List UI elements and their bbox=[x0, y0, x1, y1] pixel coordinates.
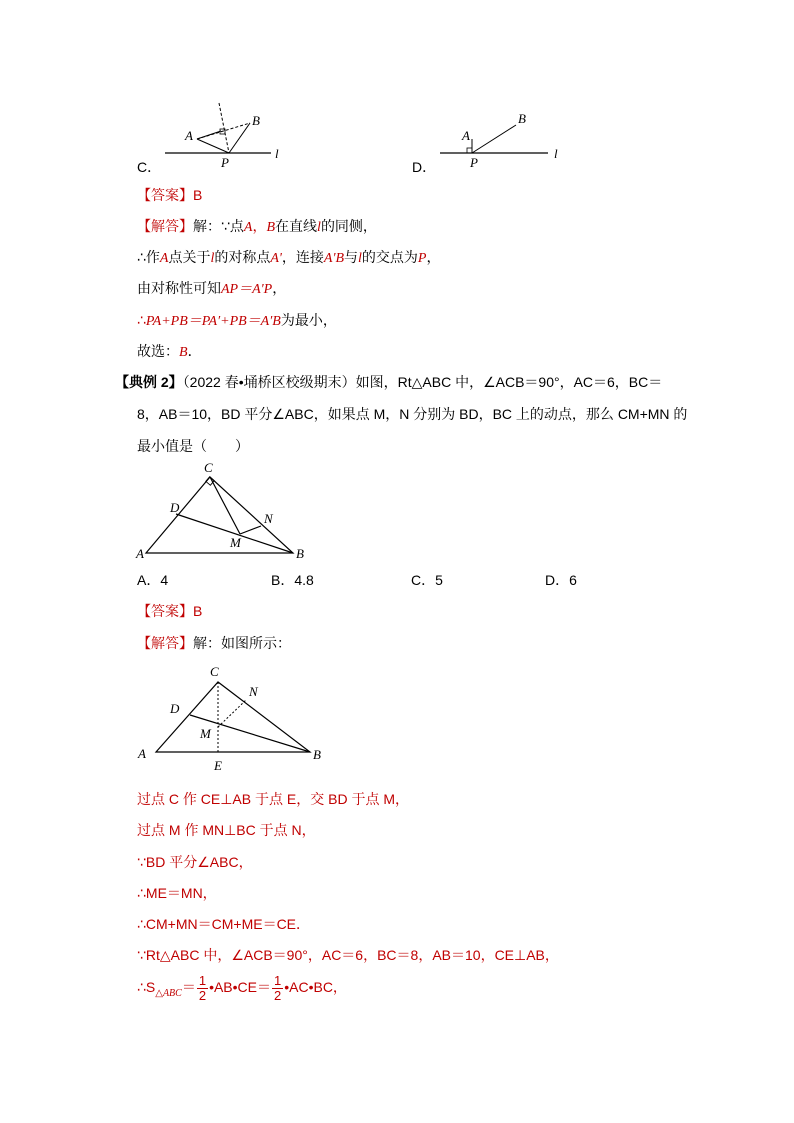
ex1-solution-line-4 bbox=[137, 310, 337, 332]
fig-c-point-a: A bbox=[185, 128, 193, 143]
text: 的对称点 bbox=[214, 249, 271, 265]
ex2-solution-line-6: ∵Rt△ABC 中，∠ACB＝90°，AC＝6，BC＝8，AB＝10，CE⊥AB， bbox=[137, 947, 559, 963]
ex1-solution-line-1 bbox=[137, 216, 377, 238]
ex2-sol-point-a: A bbox=[138, 746, 146, 761]
text: 解：如图所示： bbox=[193, 635, 291, 651]
figure-option-d bbox=[410, 95, 580, 175]
option-d: D．6 bbox=[545, 572, 577, 588]
text: ， bbox=[252, 218, 267, 234]
text: PA+PB＝PA′+PB＝A′B bbox=[145, 314, 281, 329]
text: A bbox=[243, 220, 253, 235]
ex2-question-line-1 bbox=[115, 372, 662, 392]
text: 1 bbox=[198, 972, 207, 988]
text: 2 bbox=[198, 987, 207, 1003]
text: AP＝A'P bbox=[221, 282, 273, 297]
text: 为最小， bbox=[280, 312, 337, 328]
fig-c-line-l: l bbox=[275, 146, 279, 161]
ex2-sol-point-e: E bbox=[214, 758, 222, 773]
text: 在直线 bbox=[275, 218, 318, 234]
ex2-solution-line-4: ∴ME＝MN， bbox=[137, 885, 217, 901]
text: l bbox=[358, 251, 362, 266]
ex2-solution-intro bbox=[137, 633, 291, 653]
figure-c-diagram bbox=[135, 95, 285, 175]
ex1-solution-line-5 bbox=[137, 341, 202, 363]
text: P bbox=[417, 251, 427, 266]
ex1-answer bbox=[137, 185, 202, 205]
example-tag: 【典例 2】 bbox=[115, 374, 183, 390]
ex2-sol-point-m: M bbox=[200, 726, 211, 741]
ex2-sol-point-c: C bbox=[210, 664, 219, 679]
answer-value: B bbox=[193, 187, 203, 203]
text: A'B bbox=[323, 251, 345, 266]
solution-tag: 【解答】 bbox=[137, 635, 193, 651]
ex2-triangle-figure bbox=[130, 458, 320, 563]
text: ∴作 bbox=[137, 249, 160, 265]
ex2-sol-point-n: N bbox=[249, 684, 258, 699]
text: ∴ bbox=[137, 312, 146, 328]
text: A bbox=[159, 251, 169, 266]
text: 故选： bbox=[137, 343, 179, 359]
ex2-point-d: D bbox=[170, 500, 180, 515]
text: 由对称性可知 bbox=[137, 280, 221, 296]
ex2-question-line-3 bbox=[137, 436, 249, 456]
text: •AC•BC， bbox=[284, 979, 347, 995]
option-d-label: D． bbox=[412, 159, 437, 175]
ex2-answer bbox=[137, 601, 202, 621]
text: ， bbox=[272, 280, 287, 296]
ex2-point-n: N bbox=[264, 511, 273, 526]
fig-c-point-b: B bbox=[252, 113, 260, 128]
figure-option-c bbox=[135, 95, 285, 175]
text: 最小值是（ ） bbox=[137, 438, 249, 454]
ex1-solution-line-3 bbox=[137, 278, 286, 300]
answer-tag: 【答案】 bbox=[137, 187, 193, 203]
text: B bbox=[179, 345, 188, 360]
text: 1 bbox=[274, 972, 282, 988]
text: 的交点为 bbox=[361, 249, 418, 265]
ex2-sol-point-b: B bbox=[313, 747, 321, 762]
ex2-point-m: M bbox=[230, 535, 241, 550]
text: ∴S bbox=[137, 979, 156, 995]
ex2-point-c: C bbox=[204, 460, 213, 475]
ex1-solution-line-2 bbox=[137, 247, 440, 269]
answer-value: B bbox=[193, 603, 203, 619]
ex2-solution-line-7 bbox=[137, 972, 347, 1009]
fig-d-line-l: l bbox=[554, 146, 558, 161]
option-b: B．4.8 bbox=[271, 572, 314, 588]
solution-tag: 【解答】 bbox=[137, 218, 193, 234]
ex2-solution-line-5: ∴CM+MN＝CM+ME＝CE． bbox=[137, 916, 311, 932]
text: 与 bbox=[344, 249, 359, 265]
text: B bbox=[266, 220, 276, 235]
ex2-point-b: B bbox=[296, 546, 304, 561]
text: l bbox=[317, 220, 321, 235]
figure-d-diagram bbox=[410, 95, 580, 175]
text: 2 bbox=[274, 987, 282, 1003]
ex2-solution-line-2: 过点 M 作 MN⊥BC 于点 N， bbox=[137, 822, 316, 838]
ex2-question-line-2 bbox=[137, 404, 687, 424]
text: l bbox=[210, 251, 215, 266]
fraction-half bbox=[197, 974, 208, 1003]
ex2-sol-point-d: D bbox=[170, 701, 180, 716]
text: 8，AB＝10，BD 平分∠ABC，如果点 M，N 分别为 BD，BC 上的动点，那么 CM+MN 的 bbox=[137, 406, 688, 422]
answer-tag: 【答案】 bbox=[137, 603, 193, 619]
fig-d-point-b: B bbox=[518, 111, 526, 126]
text: ，连接 bbox=[281, 249, 324, 265]
text: ， bbox=[426, 249, 441, 265]
fig-d-point-p: P bbox=[470, 155, 478, 170]
text: 点关于 bbox=[168, 249, 211, 265]
text: 解：∵点 bbox=[193, 218, 244, 234]
option-a: A．4 bbox=[137, 572, 169, 588]
text: △ABC bbox=[155, 987, 182, 999]
fig-d-point-a: A bbox=[462, 128, 470, 143]
text: ＝ bbox=[181, 979, 196, 995]
text: （2022 春•埇桥区校级期末）如图，Rt△ABC 中，∠ACB＝90°，AC＝6，BC＝ bbox=[182, 374, 663, 390]
text: •AB•CE＝ bbox=[209, 979, 271, 995]
text: A' bbox=[270, 251, 282, 266]
option-c: C．5 bbox=[411, 572, 443, 588]
text: ． bbox=[187, 343, 202, 359]
ex2-point-a: A bbox=[136, 546, 144, 561]
fraction-half bbox=[272, 974, 283, 1003]
option-c-label: C． bbox=[137, 159, 162, 175]
ex2-solution-line-1: 过点 C 作 CE⊥AB 于点 E，交 BD 于点 M， bbox=[137, 791, 409, 807]
ex2-solution-figure bbox=[130, 660, 330, 778]
ex2-solution-line-3: ∵BD 平分∠ABC， bbox=[137, 854, 253, 870]
text: 的同侧， bbox=[320, 218, 377, 234]
fig-c-point-p: P bbox=[221, 155, 229, 170]
